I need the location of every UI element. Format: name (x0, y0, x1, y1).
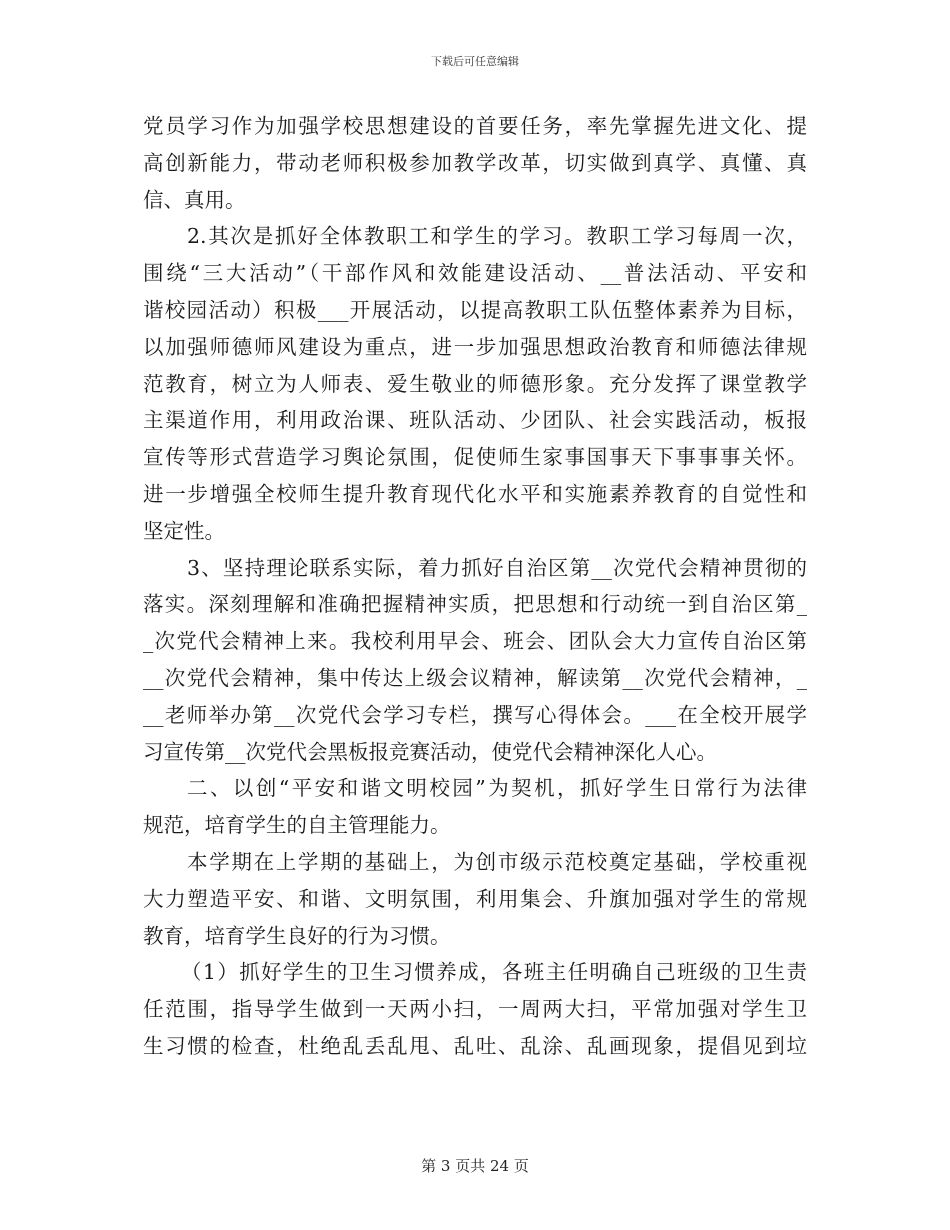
text-line: （1）抓好学生的卫生习惯养成，各班主任明确自己班级的卫生责 (181, 960, 807, 985)
text-line: 党员学习作为加强学校思想建设的首要任务，率先掌握先进文化、提 (143, 114, 807, 138)
text-line: 以加强师德师风建设为重点，进一步加强思想政治教育和师德法律规 (143, 334, 807, 359)
page-footer: 第 3 页共 24 页 (421, 1157, 529, 1175)
text-line: __次党代会精神，集中传达上级会议精神，解读第__次党代会精神，_ (143, 665, 807, 690)
text-line: 高创新能力，带动老师积极参加教学改革，切实做到真学、真懂、真 (143, 150, 807, 175)
text-line: 生习惯的检查，杜绝乱丢乱甩、乱吐、乱涂、乱画现象，提倡见到垃 (143, 1033, 807, 1058)
text-line: 习宣传第__次党代会黑板报竞赛活动，使党代会精神深化人心。 (143, 739, 717, 764)
text-line: 宣传等形式营造学习舆论氛围，促使师生家事国事天下事事事关怀。 (143, 445, 807, 470)
text-line: 2.其次是抓好全体教职工和学生的学习。教职工学习每周一次， (187, 224, 807, 249)
text-line: 本学期在上学期的基础上，为创市级示范校奠定基础，学校重视 (187, 849, 807, 874)
text-line: 范教育，树立为人师表、爱生敬业的师德形象。充分发挥了课堂教学 (143, 371, 807, 396)
text-line: 主渠道作用，利用政治课、班队活动、少团队、社会实践活动，板报 (143, 408, 807, 433)
text-line: 围绕“三大活动”（干部作风和效能建设活动、__普法活动、平安和 (143, 261, 807, 286)
text-line: 3、坚持理论联系实际，着力抓好自治区第__次党代会精神贯彻的 (187, 555, 807, 580)
text-line: __老师举办第__次党代会学习专栏，撰写心得体会。___在全校开展学 (143, 702, 807, 727)
text-line: 信、真用。 (143, 187, 246, 212)
text-line: _次党代会精神上来。我校利用早会、班会、团队会大力宣传自治区第 (143, 629, 807, 654)
page-header: 下载后可任意编辑 (431, 55, 519, 68)
text-line: 进一步增强全校师生提升教育现代化水平和实施素养教育的自觉性和 (143, 481, 807, 506)
document-body (143, 108, 807, 1065)
text-line: 规范，培育学生的自主管理能力。 (143, 813, 451, 838)
text-line: 落实。深刻理解和准确把握精神实质，把思想和行动统一到自治区第_ (143, 592, 807, 617)
text-line: 任范围，指导学生做到一天两小扫，一周两大扫，平常加强对学生卫 (143, 997, 807, 1022)
text-line: 坚定性。 (143, 518, 225, 543)
text-line: 二、以创“平安和谐文明校园”为契机，抓好学生日常行为法律 (187, 776, 807, 801)
text-line: 谐校园活动）积极___开展活动，以提高教职工队伍整体素养为目标， (143, 297, 807, 322)
text-line: 教育，培育学生良好的行为习惯。 (143, 923, 451, 948)
text-line: 大力塑造平安、和谐、文明氛围，利用集会、升旗加强对学生的常规 (143, 886, 807, 911)
